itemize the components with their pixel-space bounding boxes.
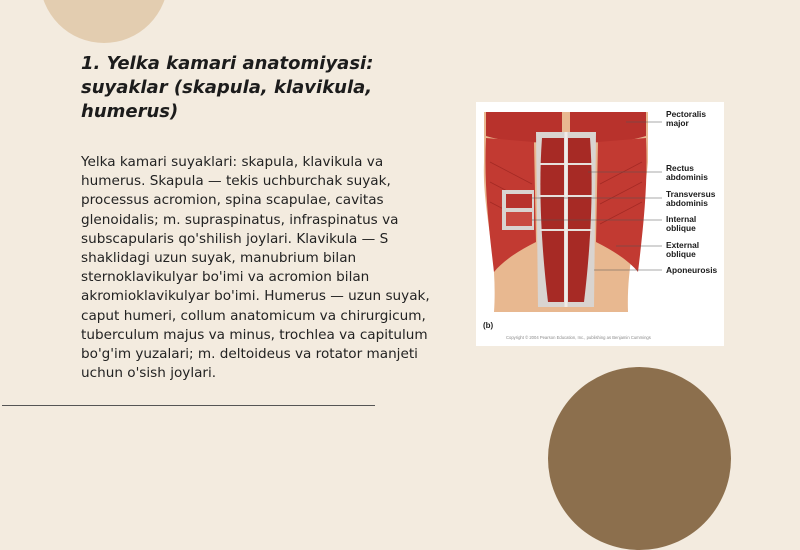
label-internal-oblique: Internal oblique — [666, 214, 697, 233]
label-transversus-abdominis: Transversus abdominis — [666, 189, 716, 208]
label-pectoralis-major: Pectoralis major — [666, 109, 707, 128]
figure-copyright: Copyright © 2004 Pearson Education, Inc., publishing as Benjamin Cummings — [506, 335, 651, 340]
decorative-circle-bottom — [548, 367, 731, 550]
label-external-oblique: External oblique — [666, 240, 700, 259]
slide-body-text: Yelka kamari suyaklari: skapula, klavikula va humerus. Skapula — tekis uchburchak suyak, processus acromion, spina scapulae, cavitas glenoidalis; m. supraspinatus, infraspinatus va subscapularis qo'shilish joylari. Klavikula — S shaklidagi uzun suyak, manubrium bilan sternoklavikulyar bo'imi va acromion bilan akromioklavikulyar bo'imi. Humerus — uzun suyak, caput humeri, collum anatomicum va chirurgicum, tuberculum majus va minus, trochlea va capitulum bo'g'im yuzalari; m. deltoideus va rotator manjeti uchun o'sish joylari. — [81, 154, 430, 382]
footer-divider — [2, 405, 375, 406]
label-aponeurosis: Aponeurosis — [666, 265, 718, 275]
slide-title: 1. Yelka kamari anatomiyasi: suyaklar (skapula, klavikula, humerus) — [81, 53, 374, 122]
anatomy-figure — [476, 102, 724, 346]
figure-panel-letter: (b) — [483, 321, 494, 330]
decorative-circle-top — [40, 0, 168, 43]
label-rectus-abdominis: Rectus abdominis — [666, 163, 708, 182]
